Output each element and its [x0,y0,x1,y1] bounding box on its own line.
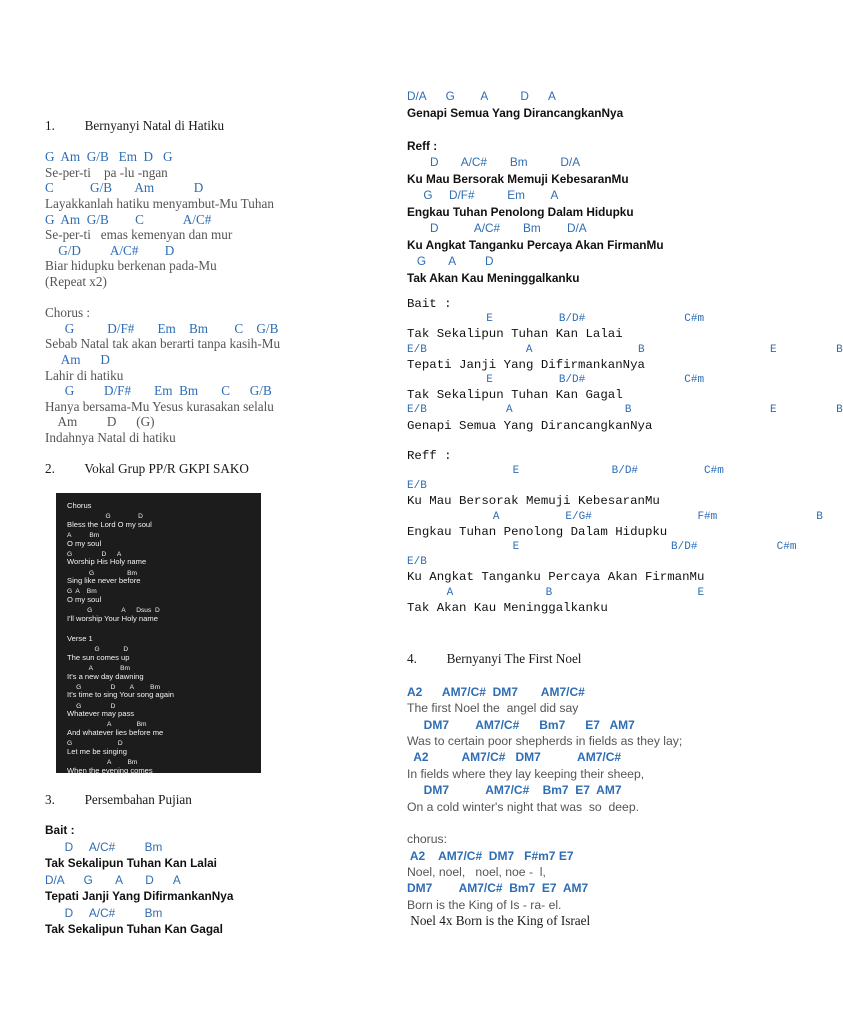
chord-line: E/B A B E B [407,343,843,356]
lyric-line: Engkau Tuhan Penolong Dalam Hidupku [407,204,634,219]
lyric-line: Tepati Janji Yang DifirmankanNya [407,357,645,372]
lyric-line: Tak Sekalipun Tuhan Kan Gagal [407,388,623,403]
serif-line: Noel 4x Born is the King of Israel [407,913,591,929]
spacer [407,121,747,138]
sheet-lyric-line: And whatever lies before me [67,728,164,737]
chord-line: D A/C# Bm D/A [407,221,587,235]
chord-line: A2 AM7/C# DM7 AM7/C# [407,684,585,699]
section-4-lines [407,667,747,929]
sheet-chord-line: G D [67,740,123,748]
section-first-noel [407,651,747,930]
chord-line: A2 AM7/C# DM7 F#m7 E7 [407,848,574,863]
lyric-line: Was to certain poor shepherds in fields as they lay; [407,733,683,748]
chord-line: D A/C# Bm [45,905,163,920]
sheet-chord-line: A Bm [67,665,131,672]
sheet-lyric-line: It's a new day dawning [67,671,144,681]
lyric-line: On a cold winter's night that was so deep. [407,799,639,814]
chord-line: D A/C# Bm [45,839,163,854]
lyric-line: Se-per-ti emas kemenyan dan mur [45,227,233,243]
bait-mono-block [407,297,843,616]
lyric-line: Noel, noel, noel, noe - l, [407,865,546,880]
chord-line: D A/C# Bm D/A [407,155,581,169]
section-3-heading: 3. Persembahan Pujian [45,792,192,807]
sheet-chord-line: A Bm [67,721,147,729]
section-persembahan-pujian [45,791,375,938]
section-3-lines [45,822,375,938]
chord-line: DM7 AM7/C# Bm7 E7 AM7 [407,717,635,732]
sheet-lyric-line: Worship His Holy name [67,557,147,567]
lyric-line: Ku Angkat Tanganku Percaya Akan FirmanMu [407,237,664,252]
lyric-line: chorus: [407,832,447,847]
lyric-line: Born is the King of Is - ra- el. [407,897,562,912]
lyric-line: Am D (G) [45,414,155,430]
sheet-lyric-line: Bless the Lord O my soul [67,519,152,529]
sheet-lyric-line: O my soul [67,595,102,604]
chord-line: G Am G/B Em D G [45,149,173,165]
sheet-chord-line: G A Bm [67,588,97,596]
spacer [45,445,375,461]
lyric-line: Bait : [45,823,75,837]
chord-line: A B E [407,586,705,599]
section-1-lines [45,149,375,445]
spacer [407,434,757,449]
lyric-line: Tak Akan Kau Meninggalkanku [407,270,580,285]
lyric-line: The first Noel the angel did say [407,701,579,716]
chord-line: E/B A B E B [407,404,843,417]
sheet-chord-line: A Bm [67,759,138,766]
lyric-line: Tak Sekalipun Tuhan Kan Lalai [45,856,217,870]
lyric-line: Biar hidupku berkenan pada-Mu [45,258,217,274]
lyric-line: Layakkanlah hatiku menyambut-Mu Tuhan [45,195,274,211]
sheet-lyric-line: Let me be singing [67,746,127,756]
lyric-line: Tak Akan Kau Meninggalkanku [407,600,608,615]
lyric-line: Ku Mau Bersorak Memuji KebesaranMu [407,494,660,509]
chord-line: E/B [407,480,427,493]
section-2-heading: 2. Vokal Grup PP/R GKPI SAKO [45,461,249,477]
chord-line: G/D A/C# D [45,242,175,258]
sheet-lyric-line: I'll worship Your Holy name [67,613,158,623]
chord-line: G D/F# Em Bm C G/B [45,320,279,336]
sheet-chord-line: G D [67,513,143,521]
sheet-lyric-line: Whatever may pass [67,709,135,719]
sheet-chord-line: G A Dsus D [67,607,160,615]
chord-line: G A D [407,254,494,268]
sheet-lyric-line: Sing like never before [67,576,141,586]
section-4-heading: 4. Bernyanyi The First Noel [407,651,582,666]
lyric-line: Se-per-ti pa -lu -ngan [45,164,168,180]
lyric-line: Reff : [407,138,438,153]
chord-line: G D/F# Em A [407,188,559,202]
chord-line: Am D [45,351,110,367]
spacer [45,134,375,150]
lyric-line: Bait : [407,297,452,311]
chord-line: E/B [407,556,427,569]
chord-line: D/A G A D A [45,872,181,887]
reff-sans-block [407,88,747,286]
lyric-line: Genapi Semua Yang DirancangkanNya [407,105,624,120]
lyric-line: Hanya bersama-Mu Yesus kurasakan selalu [45,398,274,414]
lyric-line: Ku Angkat Tanganku Percaya Akan FirmanMu [407,570,705,585]
section-bernyanyi-natal [45,118,375,477]
chord-line: E B/D# C#m [407,373,705,386]
lyric-line: Genapi Semua Yang DirancangkanNya [407,418,653,433]
sheet-lyric-line: When the evening comes [67,765,153,775]
chord-line: D/A G A D A [407,89,556,103]
sheet-lyric-line: It's time to sing Your song again [67,690,174,700]
sheet-lyric-line: O my soul [67,538,102,548]
lyric-line: Sebab Natal tak akan berarti tanpa kasih-Mu [45,336,281,352]
lyric-line: Reff : [407,448,452,463]
lyric-line: Lahir di hatiku [45,367,124,383]
chord-line: G D/F# Em Bm C G/B [45,383,272,399]
chord-line: A E/G# F#m B [407,510,823,523]
chord-line: E B/D# C#m [407,541,797,553]
lyric-line: In fields where they lay keeping their sheep, [407,766,645,781]
lyric-line: Ku Mau Bersorak Memuji KebesaranMu [407,171,629,186]
chord-sheet-image [56,493,261,773]
chord-line: E B/D# C#m [407,465,724,478]
lyric-line: (Repeat x2) [45,273,107,289]
lyric-line: Tepati Janji Yang DifirmankanNya [45,889,234,903]
chord-line: G Am G/B C A/C# [45,211,212,227]
chord-line: A2 AM7/C# DM7 AM7/C# [407,750,622,765]
sheet-lyric-line: Chorus [67,501,92,510]
sheet-lyric-line: Verse 1 [67,634,93,643]
sheet-chord-line: A Bm [67,532,100,539]
lyric-line: Tak Sekalipun Tuhan Kan Lalai [407,327,623,342]
spacer [407,667,747,683]
spacer [45,290,375,306]
sheet-chord-line: G D A Bm [67,683,161,691]
spacer [407,815,747,831]
chord-line: DM7 AM7/C# Bm7 E7 AM7 [407,881,589,896]
chord-line: E B/D# C#m [407,313,705,326]
sheet-lyric-line: The sun comes up [67,652,130,662]
lyric-line: Engkau Tuhan Penolong Dalam Hidupku [407,524,668,539]
lyric-line: Indahnya Natal di hatiku [45,429,176,445]
lyric-line: Tak Sekalipun Tuhan Kan Gagal [45,922,223,936]
section-1-heading: 1. Bernyanyi Natal di Hatiku [45,118,225,133]
sheet-chord-line: G D A [67,550,122,558]
chord-line: C G/B Am D [45,180,204,196]
chord-line: DM7 AM7/C# Bm7 E7 AM7 [407,783,622,798]
sheet-chord-line: G D [67,702,116,710]
sheet-chord-line: G D [67,646,129,654]
lyric-line: Chorus : [45,305,91,321]
sheet-chord-line: G Bm [67,569,137,577]
